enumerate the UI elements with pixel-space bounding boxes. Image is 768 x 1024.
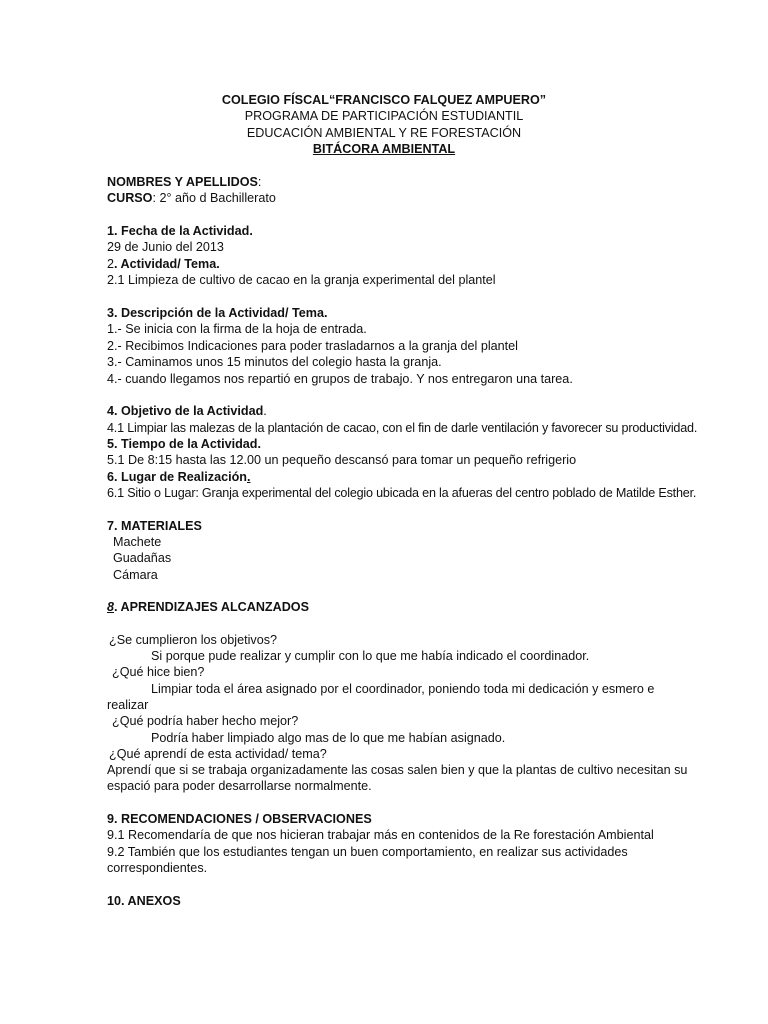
section-1-heading: 1. Fecha de la Actividad. <box>107 224 253 238</box>
question-3: ¿Qué podría haber hecho mejor? <box>112 714 299 728</box>
question-1: ¿Se cumplieron los objetivos? <box>109 633 277 647</box>
program-name: PROGRAMA DE PARTICIPACIÓN ESTUDIANTIL <box>244 109 524 123</box>
activity-date: 29 de Junio del 2013 <box>107 240 224 254</box>
section-2-title: . Actividad/ Tema. <box>114 257 220 271</box>
section-4-dot: . <box>263 404 267 418</box>
section-2-heading <box>107 256 220 272</box>
section-10-heading: 10. ANEXOS <box>107 894 181 908</box>
answer-3: Podría haber limpiado algo mas de lo que me habían asignado. <box>151 731 506 745</box>
subject-name: EDUCACIÓN AMBIENTAL Y RE FORESTACIÓN <box>246 126 522 140</box>
section-6-item: 6.1 Sitio o Lugar: Granja experimental del colegio ubicada en la afueras del centro poblado de Matilde Esther. <box>107 486 697 500</box>
recommendation-1: 9.1 Recomendaría de que nos hicieran trabajar más en contenidos de la Re forestación Ambiental <box>107 828 654 842</box>
section-2-item: 2.1 Limpieza de cultivo de cacao en la granja experimental del plantel <box>107 273 496 287</box>
recommendation-2-continued: correspondientes. <box>107 861 208 875</box>
material-item: Machete <box>113 535 162 549</box>
section-4-item: 4.1 Limpiar las malezas de la plantación de cacao, con el fin de darle ventilación y favorecer su productividad. <box>107 421 698 435</box>
course-label: CURSO <box>107 191 153 205</box>
names-separator: : <box>257 175 262 189</box>
question-4: ¿Qué aprendí de esta actividad/ tema? <box>109 747 327 761</box>
section-6-heading <box>107 469 250 485</box>
section-5-item: 5.1 De 8:15 hasta las 12.00 un pequeño descansó para tomar un pequeño refrigerio <box>107 453 577 467</box>
section-3-item: 1.- Se inicia con la firma de la hoja de entrada. <box>107 322 367 336</box>
section-3-item: 4.- cuando llegamos nos repartió en grupos de trabajo. Y nos entregaron una tarea. <box>107 372 573 386</box>
question-2: ¿Qué hice bien? <box>112 665 205 679</box>
answer-4-continued: espació para poder desarrollarse normalmente. <box>107 779 372 793</box>
answer-1: Si porque pude realizar y cumplir con lo que me había indicado el coordinador. <box>151 649 590 663</box>
section-9-heading: 9. RECOMENDACIONES / OBSERVACIONES <box>107 812 372 826</box>
answer-2-continued: realizar <box>107 698 149 712</box>
section-5-heading: 5. Tiempo de la Actividad. <box>107 437 261 451</box>
material-item: Cámara <box>113 568 158 582</box>
course-line <box>107 190 276 206</box>
section-2-number: 2 <box>107 257 115 271</box>
section-7-heading: 7. MATERIALES <box>107 519 202 533</box>
answer-2: Limpiar toda el área asignado por el coordinador, poniendo toda mi dedicación y esmero e <box>151 682 655 696</box>
section-6-dot: . <box>246 470 251 484</box>
section-4-title: 4. Objetivo de la Actividad <box>107 404 264 418</box>
recommendation-2: 9.2 También que los estudiantes tengan un buen comportamiento, en realizar sus actividades <box>107 845 628 859</box>
names-line <box>107 174 261 190</box>
school-name: COLEGIO FÍSCAL“FRANCISCO FALQUEZ AMPUERO” <box>221 93 547 107</box>
section-8-heading <box>107 599 309 615</box>
names-label: NOMBRES Y APELLIDOS <box>107 175 258 189</box>
section-8-title: . APRENDIZAJES ALCANZADOS <box>114 600 309 614</box>
document-title: BITÁCORA AMBIENTAL <box>312 142 456 156</box>
section-3-heading: 3. Descripción de la Actividad/ Tema. <box>107 306 328 320</box>
section-3-item: 3.- Caminamos unos 15 minutos del colegio hasta la granja. <box>107 355 442 369</box>
course-value: : 2° año d Bachillerato <box>152 191 276 205</box>
section-4-heading <box>107 403 267 419</box>
section-8-number: 8 <box>107 600 115 614</box>
material-item: Guadañas <box>113 551 172 565</box>
section-3-item: 2.- Recibimos Indicaciones para poder trasladarnos a la granja del plantel <box>107 339 518 353</box>
answer-4: Aprendí que si se trabaja organizadamente las cosas salen bien y que la plantas de cultivo necesitan su <box>107 763 688 777</box>
section-6-title: 6. Lugar de Realización <box>107 470 247 484</box>
